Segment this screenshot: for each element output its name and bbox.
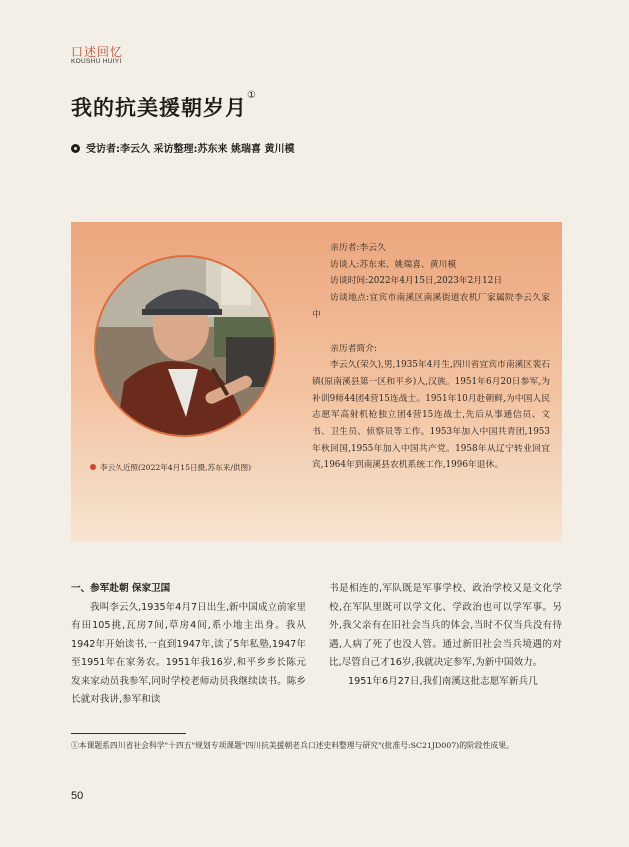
bio-text: 李云久(荣久),男,1935年4月生,四川省宜宾市南溪区裴石镇(原南溪县第一区和平乡)人,汉族。1951年6月20日参军,为补训9师44团4营15连战士。1951年10月赴朝鲜,为中国人民志愿军高射机枪独立团4营15连战士,先后从事通信员、文书、卫生员、侦察员等工作。1953年加入中国共青团,1953年秋回国,1955年加入中国共产党。1958年从辽宁转业回宜宾,1964年到南溪县农机系统工作,1996年退休。 [312, 360, 550, 471]
bio-heading: 亲历者简介: [330, 343, 377, 354]
article-title [71, 92, 257, 122]
page-number: 50 [71, 790, 84, 802]
portrait-illustration [96, 257, 274, 435]
interview-info [312, 240, 550, 474]
photo-caption [90, 462, 251, 473]
bullet-icon [71, 144, 80, 153]
body-paragraph: 1951年6月27日,我们南溪这批志愿军新兵几 [348, 675, 538, 687]
section-label-pinyin: KOUSHU HUIYI [71, 58, 122, 65]
body-column-right [329, 580, 562, 691]
title-footnote-mark: ① [247, 90, 257, 101]
article-title-text: 我的抗美援朝岁月 [71, 96, 247, 120]
photo-caption-text: 李云久近照(2022年4月15日摄,苏东来/供图) [100, 463, 252, 472]
body-paragraph: 我叫李云久,1935年4月7日出生,新中国成立前家里有田105挑,瓦房7间,草房4间,系小地主出身。我从1942年开始读书,一直到1947年,读了5年私塾,1947年至1951年在家务农。1951年我16岁,和平乡乡长陈元发来家动员我参军,同时学校老师动员我继续读书。陈乡长就对我讲,参军和读 [71, 601, 306, 705]
caption-bullet-icon [90, 464, 96, 470]
byline-text: 受访者:李云久 采访整理:苏东来 姚瑞喜 黄川模 [86, 144, 295, 155]
byline [71, 140, 294, 155]
info-time: 访谈时间:2022年4月15日,2023年2月12日 [330, 276, 503, 287]
portrait-photo [94, 255, 276, 437]
info-location: 访谈地点:宜宾市南溪区南溪街道农机厂家属院李云久家中 [312, 293, 550, 320]
footnote: ①本课题系四川省社会科学"十四五"规划专项课题"四川抗美援朝老兵口述史料整理与研究"(批准号:SC21JD007)的阶段性成果。 [71, 741, 514, 750]
body-column-left [71, 580, 306, 710]
info-interviewers: 访谈人:苏东来、姚瑞喜、黄川模 [330, 259, 457, 270]
info-interviewee: 亲历者:李云久 [330, 243, 386, 253]
footnote-divider [71, 733, 186, 734]
section-label: 口述回忆 [71, 45, 124, 59]
section-heading: 一、参军赴朝 保家卫国 [71, 583, 171, 594]
body-paragraph: 书是相连的,军队既是军事学校、政治学校又是文化学校,在军队里既可以学文化、学政治也可以学军事。另外,我父亲有在旧社会当兵的体会,当时不仅当兵没有待遇,人病了死了也没人管。通过新旧社会当兵境遇的对比,尽管自己才16岁,我就决定参军,为新中国效力。 [329, 583, 562, 668]
